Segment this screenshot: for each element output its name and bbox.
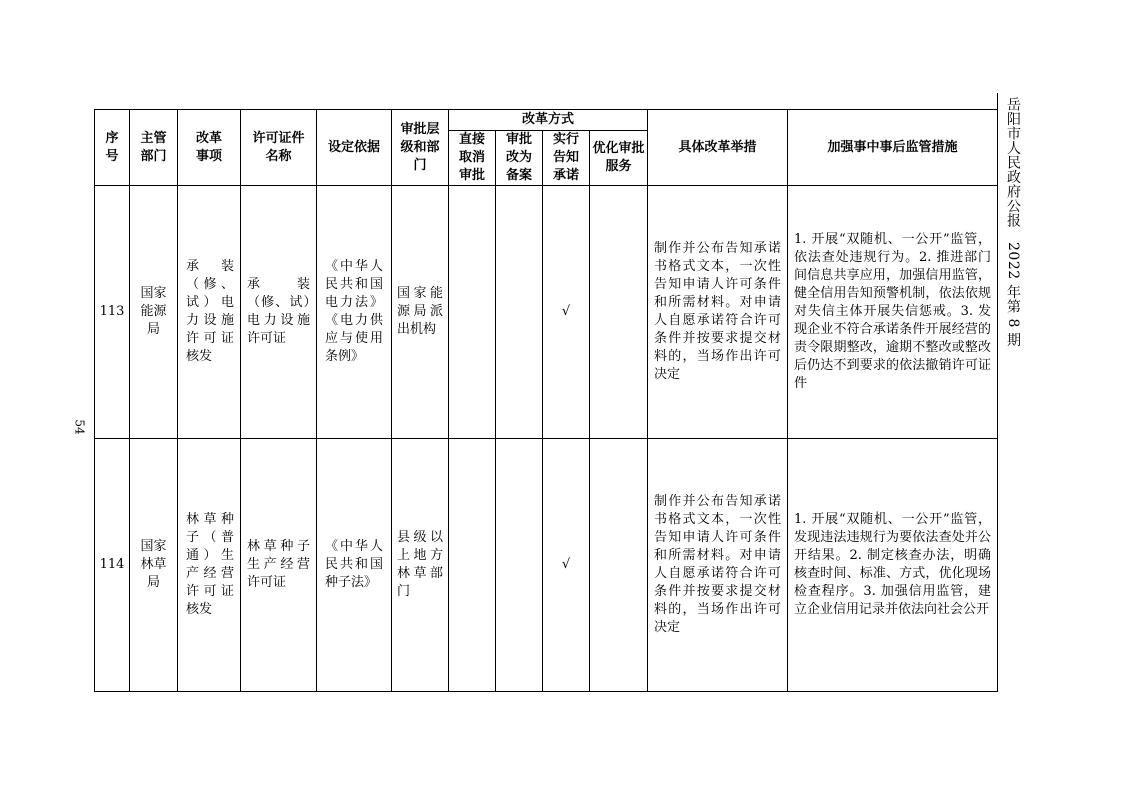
header-method: 改革方式 [449,110,648,131]
cell-supervision: 1. 开展“双随机、一公开”监管，发现违法违规行为要依法查处并公开结果。2. 制定核查办法，明确核查时间、标准、方式，优化现场检查程序。3. 加强信用监管，建立企业信用记录并依法向社会公开 [788,439,998,692]
cell-license: 承装（修、试）电力设施许可证 [241,186,317,439]
header-dept: 主管部门 [130,110,178,186]
cell-basis: 《中华人民共和国种子法》 [317,439,392,692]
cell-seq: 113 [95,186,130,439]
header-supervision: 加强事中事后监管措施 [788,110,998,186]
cell-level: 县级以上地方林草部门 [392,439,449,692]
page-number: 54 [72,419,87,435]
cell-dept: 国家林草局 [130,439,178,692]
table-row [95,186,998,439]
cell-level: 国家能源局派出机构 [392,186,449,439]
cell-license: 林草种子生产经营许可证 [241,439,317,692]
header-row-1 [95,110,998,131]
cell-record [496,439,543,692]
header-notify: 实行告知承诺 [543,131,590,186]
cell-dept: 国家能源局 [130,186,178,439]
header-measures: 具体改革举措 [648,110,788,186]
cell-measures: 制作并公布告知承诺书格式文本，一次性告知申请人许可条件和所需材料。对申请人自愿承诺符合许可条件并按要求提交材料的，当场作出许可决定 [648,439,788,692]
cell-seq: 114 [95,439,130,692]
table-row [95,439,998,692]
cell-direct [449,186,496,439]
header-record: 审批改为备案 [496,131,543,186]
cell-direct [449,439,496,692]
cell-basis: 《中华人民共和国电力法》《电力供应与使用条例》 [317,186,392,439]
header-item: 改革事项 [178,110,241,186]
header-license: 许可证件名称 [241,110,317,186]
cell-supervision: 1. 开展“双随机、一公开”监管，依法查处违规行为。2. 推进部门间信息共享应用，加强信用监管，健全信用告知预警机制，依法依规对失信主体开展失信惩戒。3. 发现企业不符合承诺条件开展经营的责令限期整改，逾期不整改或整改后仍达不到要求的依法撤销许可证件 [788,186,998,439]
header-optimize: 优化审批服务 [590,131,648,186]
running-header: 岳阳市人民政府公报 2022 年第 8 期 [1005,97,1021,348]
cell-record [496,186,543,439]
cell-notify-check: √ [543,186,590,439]
reform-table [94,109,998,692]
cell-item: 林草种子（普通）生产经营许可证核发 [178,439,241,692]
header-basis: 设定依据 [317,110,392,186]
header-direct: 直接取消审批 [449,131,496,186]
cell-optimize [590,186,648,439]
cell-notify-check: √ [543,439,590,692]
cell-item: 承装（修、试）电力设施许可证核发 [178,186,241,439]
cell-measures: 制作并公布告知承诺书格式文本，一次性告知申请人许可条件和所需材料。对申请人自愿承诺符合许可条件并按要求提交材料的，当场作出许可决定 [648,186,788,439]
header-level: 审批层级和部门 [392,110,449,186]
header-seq: 序号 [95,110,130,186]
cell-optimize [590,439,648,692]
